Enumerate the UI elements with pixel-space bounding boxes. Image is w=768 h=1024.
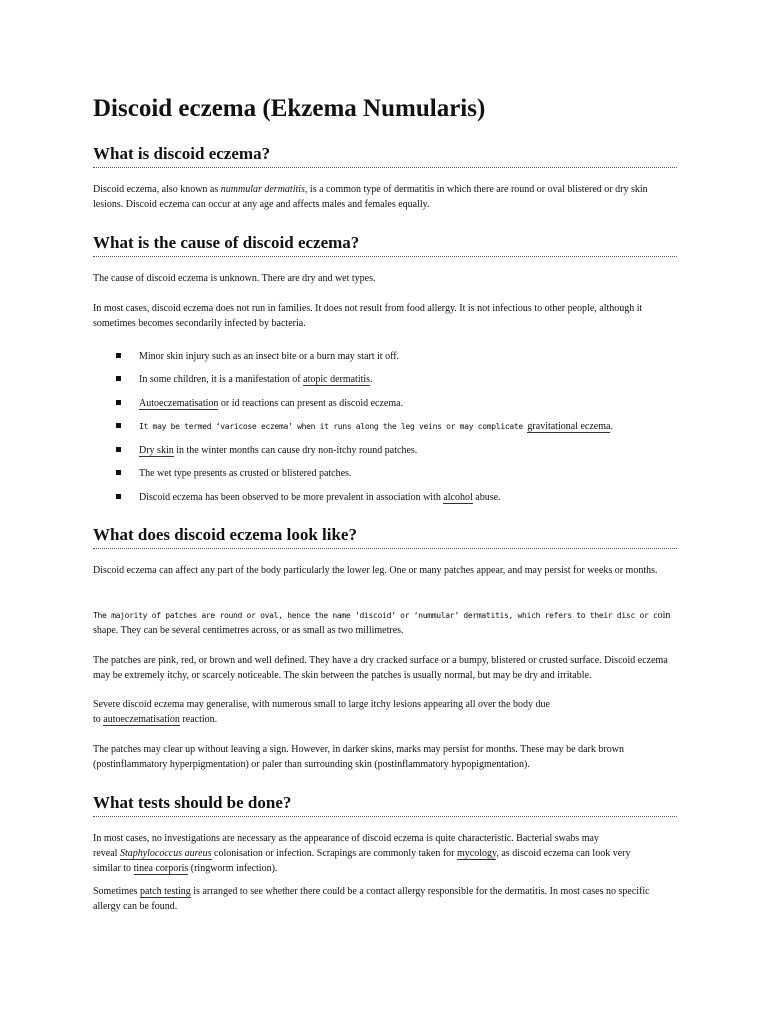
link-autoeczematisation[interactable]: Autoeczematisation (139, 398, 219, 409)
text: The majority of patches are round or oval, hence the name ‘discoid’ or ‘nummular’ dermatitis, which refers to their disc or c (93, 611, 658, 620)
paragraph-look-5: The patches may clear up without leaving a sign. However, in darker skins, marks may persist for months. These may be dark brown (postinflammatory hyperpigmentation) or paler than surrounding skin (postinflammatory hypopigmentation). (93, 744, 624, 770)
text: . (370, 374, 373, 385)
heading-tests: What tests should be done? (93, 792, 677, 817)
text: In most cases, no investigations are necessary as the appearance of discoid eczema is quite characteristic. Bacterial swabs may (93, 833, 599, 844)
text: (ringworm infection). (188, 863, 278, 874)
paragraph-look-4 (93, 697, 677, 727)
text: . (610, 421, 613, 432)
bullet-icon (116, 423, 121, 428)
link-patch-testing[interactable]: patch testing (139, 886, 191, 897)
term-nummular-dermatitis: nummular dermatitis (220, 184, 305, 195)
paragraph-tests-1 (93, 831, 677, 876)
text: colonisation or infection. Scrapings are commonly taken for (211, 848, 457, 859)
page-title: Discoid eczema (Ekzema Numularis) (93, 95, 486, 122)
list-item-text (139, 443, 417, 458)
link-dry-skin[interactable]: Dry skin (139, 445, 174, 456)
text: reaction. (179, 714, 218, 725)
bullet-icon (116, 447, 121, 452)
text: , is a common type of dermatitis in which there are round or oval blistered or dry skin lesions. Discoid eczema can occur at any age and affects males and females equally. (93, 184, 648, 210)
bullet-icon (116, 353, 121, 358)
text: Discoid eczema has been observed to be more prevalent in association with (139, 492, 444, 503)
text: or id reactions can present as discoid eczema. (218, 398, 404, 409)
text: oin shape. They can be several centimetres across, or as small as two millimetres. (93, 610, 671, 636)
list-item-text: The wet type presents as crusted or blistered patches. (139, 468, 352, 479)
bullet-icon (116, 470, 121, 475)
paragraph-look-1: Discoid eczema can affect any part of the body particularly the lower leg. One or many patches appear, and may persist for weeks or months. (93, 565, 658, 576)
heading-what-is: What is discoid eczema? (93, 143, 677, 168)
paragraph-cause-1: The cause of discoid eczema is unknown. There are dry and wet types. (93, 273, 376, 284)
list-item-text (139, 419, 613, 434)
heading-look: What does discoid eczema look like? (93, 524, 677, 549)
link-staphylococcus-aureus[interactable]: Staphylococcus aureus (119, 848, 212, 859)
text: Discoid eczema, also known as (93, 184, 221, 195)
link-gravitational-eczema[interactable]: gravitational eczema (527, 421, 611, 432)
text: similar to (93, 863, 134, 874)
paragraph-cause-2: In most cases, discoid eczema does not run in families. It does not result from food allergy. It is not infectious to other people, although it sometimes becomes secondarily infected by bacteria. (93, 303, 643, 329)
paragraph-look-2 (93, 608, 677, 638)
list-item-text (139, 396, 403, 411)
link-atopic-dermatitis[interactable]: atopic dermatitis (303, 374, 371, 385)
paragraph-tests-2 (93, 884, 677, 914)
bullet-icon (116, 494, 121, 499)
text: In some children, it is a manifestation of (139, 374, 304, 385)
paragraph-what-is (93, 182, 677, 212)
text: abuse. (472, 492, 501, 503)
text: It may be termed ‘varicose eczema’ when it runs along the leg veins or may complicate (139, 422, 528, 431)
bullet-icon (116, 376, 121, 381)
link-mycology[interactable]: mycology (457, 848, 497, 859)
link-alcohol[interactable]: alcohol (443, 492, 473, 503)
text: to (93, 714, 104, 725)
heading-cause: What is the cause of discoid eczema? (93, 232, 677, 257)
bullet-icon (116, 400, 121, 405)
text: is arranged to see whether there could be a contact allergy responsible for the dermatitis. In most cases no specific allergy can be found. (93, 886, 650, 912)
link-tinea-corporis[interactable]: tinea corporis (133, 863, 189, 874)
link-autoeczematisation-2[interactable]: autoeczematisation (103, 714, 180, 725)
text: Sometimes (93, 886, 140, 897)
text: in the winter months can cause dry non-itchy round patches. (173, 445, 418, 456)
text: , as discoid eczema can look very (496, 848, 631, 859)
text: Severe discoid eczema may generalise, with numerous small to large itchy lesions appearing all over the body due (93, 699, 550, 710)
list-item-text: Minor skin injury such as an insect bite or a burn may start it off. (139, 351, 400, 362)
list-item-text (139, 372, 373, 387)
text: reveal (93, 848, 120, 859)
paragraph-look-3: The patches are pink, red, or brown and well defined. They have a dry cracked surface or a bumpy, blistered or crusted surface. Discoid eczema may be extremely itchy, or scarcely noticeable. The skin between the patches is usually normal, but may be dry and irritable. (93, 655, 668, 681)
list-item-text (139, 490, 501, 505)
